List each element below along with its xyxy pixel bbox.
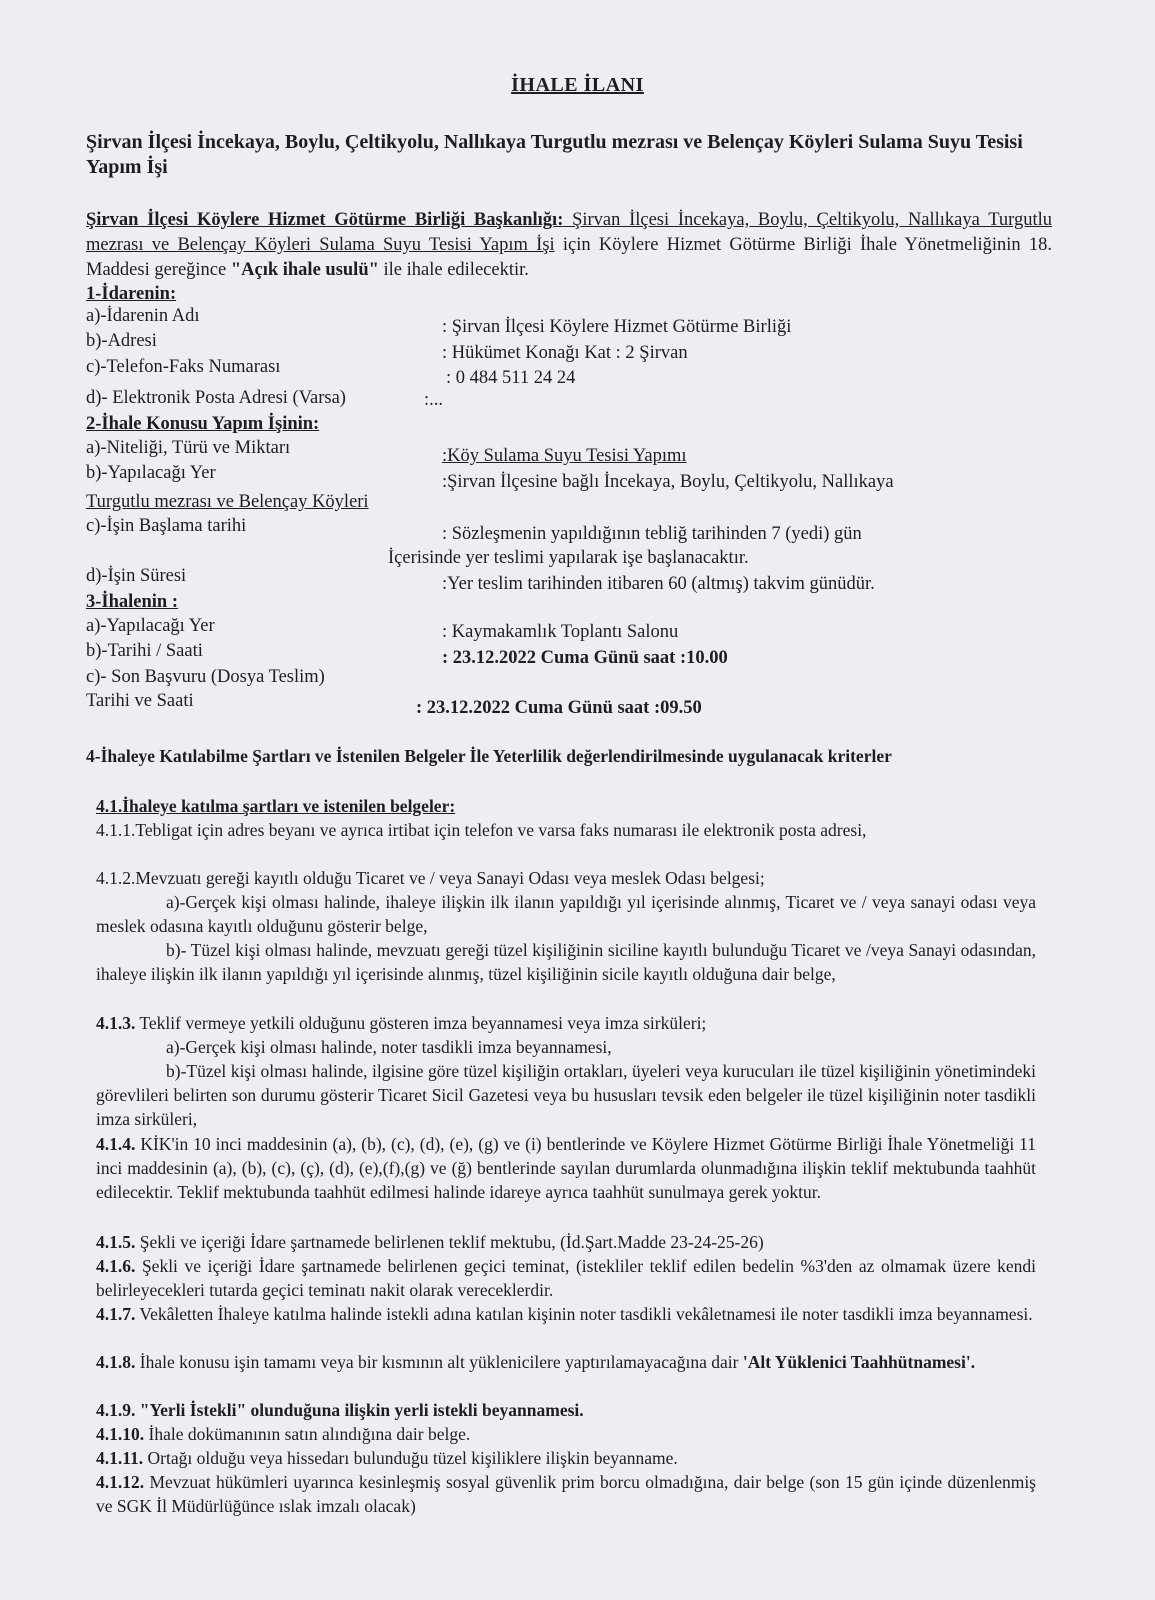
item-4-1-5: 4.1.5. Şekli ve içeriği İdare şartnamede belirlenen teklif mektubu, (İd.Şart.Madde 23-24-25-26) bbox=[96, 1232, 764, 1252]
section4-subtitle: 4.1.İhaleye katılma şartları ve istenilen belgeler: bbox=[96, 796, 456, 816]
s3-c-label2: Tarihi ve Saati bbox=[86, 691, 194, 711]
item-4-1-9: 4.1.9. "Yerli İstekli" olunduğuna ilişkin yerli istekli beyannamesi. bbox=[96, 1400, 584, 1420]
item-4-1-6: 4.1.6. Şekli ve içeriği İdare şartnamede belirlenen geçici teminat, (istekliler teklif edilen bedelin %3'den az olmamak üzere kendi belirleyecekleri tutarda geçici teminatı nakit olarak vereceklerdir. bbox=[96, 1256, 1036, 1300]
intro-lead: Şirvan İlçesi Köylere Hizmet Götürme Birliği Başkanlığı: bbox=[86, 210, 564, 230]
section1-title: 1-İdarenin: bbox=[86, 284, 177, 304]
s3-b-value: : 23.12.2022 Cuma Günü saat :10.00 bbox=[442, 648, 728, 668]
s3-a-value: : Kaymakamlık Toplantı Salonu bbox=[442, 622, 679, 642]
item-4-1-12: 4.1.12. Mevzuat hükümleri uyarınca kesinleşmiş sosyal güvenlik prim borcu olmadığına, dair belge (son 15 gün içinde düzenlenmiş ve SGK İl Müdürlüğünce ıslak imzalı olacak) bbox=[96, 1472, 1036, 1516]
item-4-1-2-b: b)- Tüzel kişi olması halinde, mevzuatı gereği tüzel kişiliğinin siciline kayıtlı bulunduğu Ticaret ve /veya Sanayi odasından, ihaleye ilişkin ilk ilanın yapıldığı yıl içerisinde alınmış, tüzel kişiliğinin sicile kayıtlı olduğuna dair belge, bbox=[96, 940, 1036, 984]
document-title: İHALE İLANI bbox=[511, 74, 644, 96]
s1-a-label: a)-İdarenin Adı bbox=[86, 306, 200, 326]
s1-d-value: :... bbox=[424, 390, 444, 410]
s3-a-label: a)-Yapılacağı Yer bbox=[86, 616, 215, 636]
s2-c-value: : Sözleşmenin yapıldığının tebliğ tarihinden 7 (yedi) gün bbox=[442, 524, 862, 544]
s1-c-value: : 0 484 511 24 24 bbox=[446, 368, 576, 388]
item-4-1-2: 4.1.2.Mevzuatı gereği kayıtlı olduğu Ticaret ve / veya Sanayi Odası veya meslek Odası belgesi; bbox=[96, 868, 765, 888]
item-4-1-7: 4.1.7. Vekâletten İhaleye katılma halinde istekli adına katılan kişinin noter tasdikli vekâletnamesi ile noter tasdikli imza beyannamesi. bbox=[96, 1304, 1033, 1324]
intro-paragraph bbox=[86, 208, 1052, 283]
project-heading: Şirvan İlçesi İncekaya, Boylu, Çeltikyolu, Nallıkaya Turgutlu mezrası ve Belençay Köyleri Sulama Suyu Tesisi Yapım İşi bbox=[86, 131, 1023, 178]
s3-c-label: c)- Son Başvuru (Dosya Teslim) bbox=[86, 667, 325, 687]
item-4-1-4: 4.1.4. KİK'in 10 inci maddesinin (a), (b), (c), (d), (e), (g) ve (i) bentlerinde ve Köylere Hizmet Götürme Birliği İhale Yönetmeliği 11 inci maddesinin (a), (b), (c), (ç), (d), (e),(f),(g) ve (ğ) bentlerinde sayılan durumlarda olunmadığına ilişkin teklif mektubunda taahhüt edilecektir. Teklif mektubunda taahhüt edilmesi halinde idareye ayrıca taahhüt sunulmaya gerek yoktur. bbox=[96, 1134, 1036, 1202]
s2-d-label: d)-İşin Süresi bbox=[86, 566, 187, 586]
item-4-1-3-a: a)-Gerçek kişi olması halinde, noter tasdikli imza beyannamesi, bbox=[166, 1037, 612, 1057]
s2-b-cont: Turgutlu mezrası ve Belençay Köyleri bbox=[86, 492, 369, 512]
s1-b-value: : Hükümet Konağı Kat : 2 Şirvan bbox=[442, 343, 688, 363]
section4-title: 4-İhaleye Katılabilme Şartları ve İstenilen Belgeler İle Yeterlilik değerlendirilmesinde uygulanacak kriterler bbox=[86, 746, 892, 766]
s2-c-label: c)-İşin Başlama tarihi bbox=[86, 516, 247, 536]
section2-title: 2-İhale Konusu Yapım İşinin: bbox=[86, 414, 320, 434]
item-4-1-8: 4.1.8. İhale konusu işin tamamı veya bir kısmının alt yüklenicilere yaptırılamayacağına dair 'Alt Yüklenici Taahhütnamesi'. bbox=[96, 1352, 976, 1372]
intro-project: Şirvan İlçesi İncekaya, Boylu, Çeltikyolu, Nallıkaya Turgutlu mezrası ve Belençay Köyleri Sulama Suyu Tesisi Yapım İşi bbox=[86, 210, 1052, 255]
s2-a-label: a)-Niteliği, Türü ve Miktarı bbox=[86, 438, 291, 458]
s2-a-value: :Köy Sulama Suyu Tesisi Yapımı bbox=[442, 446, 687, 466]
item-4-1-10: 4.1.10. İhale dokümanının satın alındığına dair belge. bbox=[96, 1424, 471, 1444]
s2-c-cont: İçerisinde yer teslimi yapılarak işe başlanacaktır. bbox=[388, 548, 749, 568]
s2-b-label: b)-Yapılacağı Yer bbox=[86, 463, 216, 483]
intro-middle: için Köylere Hizmet Götürme Birliği İhale Yönetmeliğinin 18. Maddesi gereğince bbox=[86, 235, 1052, 280]
item-4-1-3-b: b)-Tüzel kişi olması halinde, ilgisine göre tüzel kişiliğin ortakları, üyeleri veya kurucuları ile tüzel kişiliğinin yönetimindeki görevlileri belirten son durumu gösterir Ticaret Sicil Gazetesi veya bu hususları tevsik eden belgeler ile tüzel kişiliğinin noter tasdikli imza sirküleri, bbox=[96, 1061, 1036, 1129]
s1-c-label: c)-Telefon-Faks Numarası bbox=[86, 357, 281, 377]
item-4-1-11: 4.1.11. Ortağı olduğu veya hissedarı bulunduğu tüzel kişiliklere ilişkin beyanname. bbox=[96, 1448, 678, 1468]
s3-b-label: b)-Tarihi / Saati bbox=[86, 641, 203, 661]
s2-b-value: :Şirvan İlçesine bağlı İncekaya, Boylu, Çeltikyolu, Nallıkaya bbox=[442, 472, 894, 492]
intro-method: "Açık ihale usulü" bbox=[230, 260, 379, 280]
s1-b-label: b)-Adresi bbox=[86, 331, 157, 351]
item-4-1-1: 4.1.1.Tebligat için adres beyanı ve ayrıca irtibat için telefon ve varsa faks numarası ile elektronik posta adresi, bbox=[96, 820, 867, 840]
section3-title: 3-İhalenin : bbox=[86, 592, 179, 612]
s3-c-value: : 23.12.2022 Cuma Günü saat :09.50 bbox=[416, 698, 702, 718]
s2-d-value: :Yer teslim tarihinden itibaren 60 (altmış) takvim günüdür. bbox=[442, 574, 875, 594]
s1-a-value: : Şirvan İlçesi Köylere Hizmet Götürme Birliği bbox=[442, 317, 792, 337]
s1-d-label: d)- Elektronik Posta Adresi (Varsa) bbox=[86, 388, 346, 408]
item-4-1-3: 4.1.3. Teklif vermeye yetkili olduğunu gösteren imza beyannamesi veya imza sirküleri; bbox=[96, 1013, 707, 1033]
item-4-1-2-a: a)-Gerçek kişi olması halinde, ihaleye ilişkin ilk ilanın yapıldığı yıl içerisinde alınmış, Ticaret ve / veya sanayi odası veya meslek odasına kayıtlı olduğunu gösterir belge, bbox=[96, 892, 1036, 936]
intro-end: ile ihale edilecektir. bbox=[378, 260, 529, 280]
